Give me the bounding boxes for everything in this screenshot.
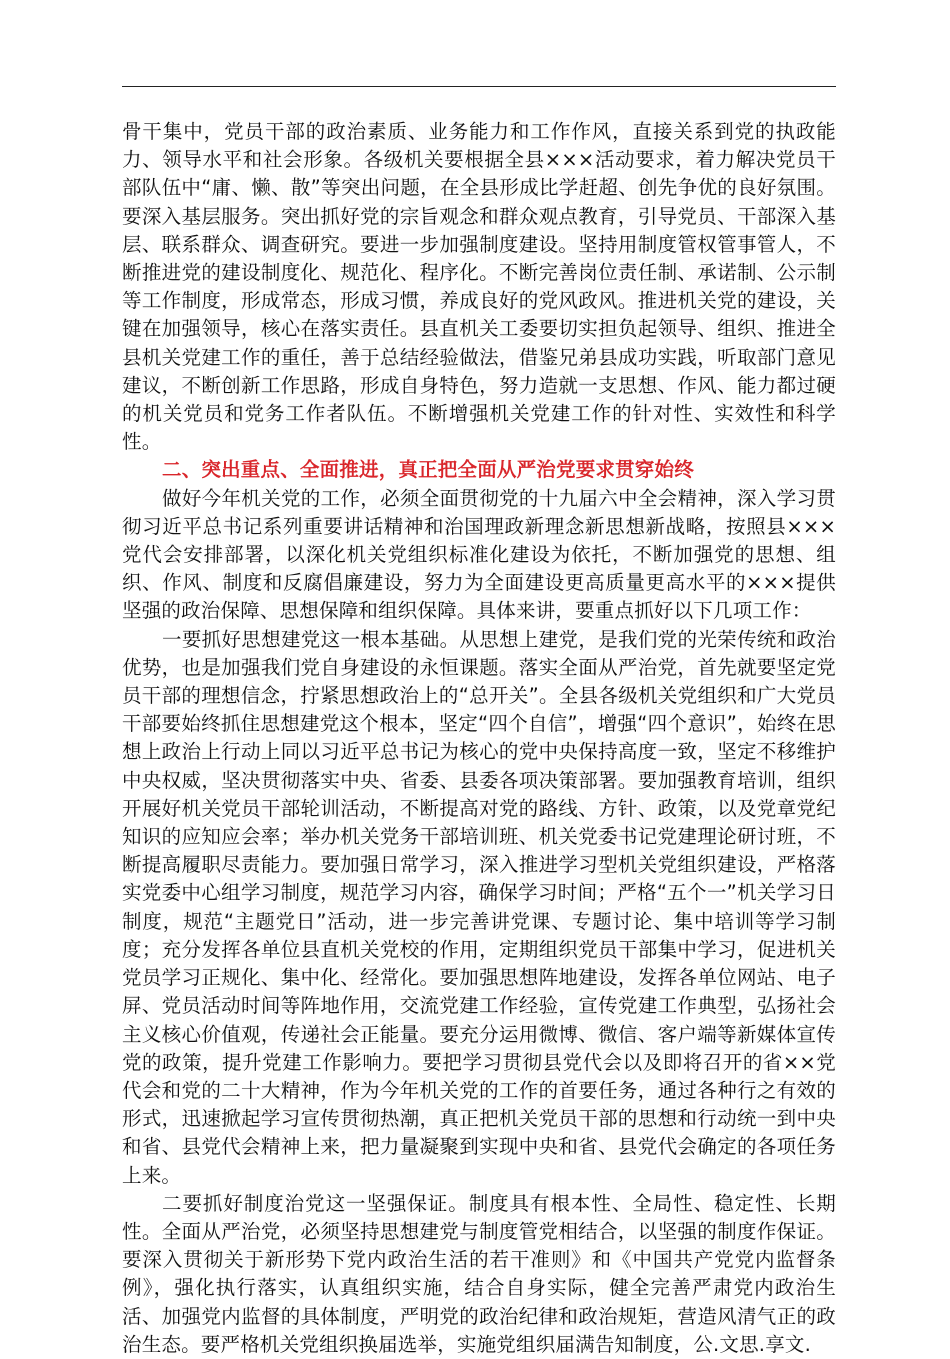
- paragraph-2: 做好今年机关党的工作，必须全面贯彻党的十九届六中全会精神，深入学习贯彻习近平总书记系列重要讲话精神和治国理政新理念新思想新战略，按照县×××党代会安排部署，以深化机关党组织标准化建设为依托，不断加强党的思想、组织、作风、制度和反腐倡廉建设，努力为全面建设更高质量更高水平的×××提供坚强的政治保障、思想保障和组织保障。具体来讲，要重点抓好以下几项工作：: [122, 486, 836, 623]
- paragraph-3: 一要抓好思想建党这一根本基础。从思想上建党，是我们党的光荣传统和政治优势，也是加强我们党自身建设的永恒课题。落实全面从严治党，首先就要坚定党员干部的理想信念，拧紧思想政治上的“总开关”。全县各级机关党组织和广大党员干部要始终抓住思想建党这个根本，坚定“四个自信”，增强“四个意识”，始终在思想上政治上行动上同以习近平总书记为核心的党中央保持高度一致，坚定不移维护中央权威，坚决贯彻落实中央、省委、县委各项决策部署。要加强教育培训，组织开展好机关党员干部轮训活动，不断提高对党的路线、方针、政策，以及党章党纪知识的应知应会率；举办机关党务干部培训班、机关党委书记党建理论研讨班，不断提高履职尽责能力。要加强日常学习，深入推进学习型机关党组织建设，严格落实党委中心组学习制度，规范学习内容，确保学习时间；严格“五个一”机关学习日制度，规范“主题党日”活动，进一步完善讲党课、专题讨论、集中培训等学习制度；充分发挥各单位县直机关党校的作用，定期组织党员干部集中学习，促进机关党员学习正规化、集中化、经常化。要加强思想阵地建设，发挥各单位网站、电子屏、党员活动时间等阵地作用，交流党建工作经验，宣传党建工作典型，弘扬社会主义核心价值观，传递社会正能量。要充分运用微博、微信、客户端等新媒体宣传党的政策，提升党建工作影响力。要把学习贯彻县党代会以及即将召开的省××党代会和党的二十大精神，作为今年机关党的工作的首要任务，通过各种行之有效的形式，迅速掀起学习宣传贯彻热潮，真正把机关党员干部的思想和行动统一到中央和省、县党代会精神上来，把力量凝聚到实现中央和省、县党代会确定的各项任务上来。: [122, 627, 836, 1187]
- document-body: [122, 118, 836, 1359]
- paragraph-1: 骨干集中，党员干部的政治素质、业务能力和工作作风，直接关系到党的执政能力、领导水平和社会形象。各级机关要根据全县×××活动要求，着力解决党员干部队伍中“庸、懒、散”等突出问题，在全县形成比学赶超、创先争优的良好氛围。要深入基层服务。突出抓好党的宗旨观念和群众观点教育，引导党员、干部深入基层、联系群众、调查研究。要进一步加强制度建设。坚持用制度管权管事管人，不断推进党的建设制度化、规范化、程序化。不断完善岗位责任制、承诺制、公示制等工作制度，形成常态，形成习惯，养成良好的党风政风。推进机关党的建设，关键在加强领导，核心在落实责任。县直机关工委要切实担负起领导、组织、推进全县机关党建工作的重任，善于总结经验做法，借鉴兄弟县成功实践，听取部门意见建议，不断创新工作思路，形成自身特色，努力造就一支思想、作风、能力都过硬的机关党员和党务工作者队伍。不断增强机关党建工作的针对性、实效性和科学性。: [122, 120, 836, 454]
- header-rule: [122, 86, 836, 87]
- section-heading: 二、突出重点、全面推进，真正把全面从严治党要求贯穿始终: [162, 458, 694, 482]
- paragraph-4: 二要抓好制度治党这一坚强保证。制度具有根本性、全局性、稳定性、长期性。全面从严治党，必须坚持思想建党与制度管党相结合，以坚强的制度作保证。要深入贯彻关于新形势下党内政治生活的若干准则》和《中国共产党党内监督条例》，强化执行落实，认真组织实施，结合自身实际，健全完善严肃党内政治生活、加强党内监督的具体制度，严明党的政治纪律和政治规矩，营造风清气正的政治生态。要严格机关党组织换届选举，实施党组织届满告知制度，公.文思.享文.: [122, 1191, 836, 1356]
